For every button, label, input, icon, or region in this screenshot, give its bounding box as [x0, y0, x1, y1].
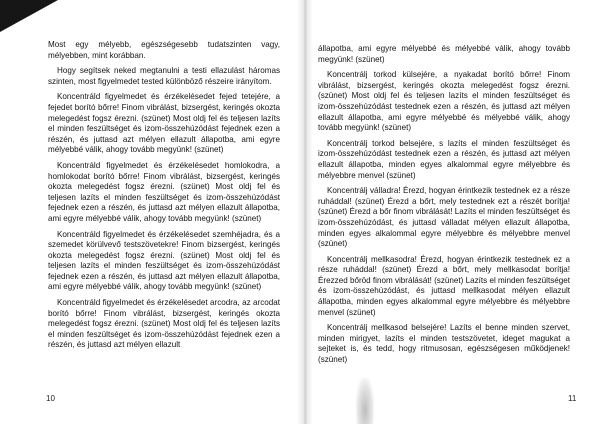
- paragraph: Koncentrálj mellkasodra! Érezd, hogyan érintkezik testednek ez a része ruháddal! (szünet) Érezd a bőrt, mely mellkasodat borítja! Érezzed bőröd finom vibrálását! (szünet) Lazíts el minden feszültséget és izom-összehúzódást, és juttasd mellkasodat mélyen ellazult állapotba, minden egyes alkalommal egyre mélyebbre és mélyebbre menvel (szünet): [318, 254, 570, 317]
- left-page: [48, 40, 280, 351]
- paragraph: Hogy segítsek neked megtanulni a testi ellazulást háromas szinten, most figyelmedet tested különböző részeire irányítom.: [48, 66, 280, 86]
- paragraph: Koncentráld figyelmedet és érzékelésedet fejed tetejére, a fejedet borító bőrre! Finom vibrálást, bizsergést, keringés okozta melegedést fogsz érezni. (szünet) Most oldj fel és teljesen lazíts el minden feszültséget és izom-összehúzódást fejednek ezen a részén, és juttasd azt mélyen ellazult állapotba, ami egyre mélyebbé válik, ahogy tovább megyünk! (szünet): [48, 92, 280, 155]
- paragraph: Koncentrálj torkod külsejére, a nyakadat borító bőrre! Finom vibrálást, bizsergést, keringés okozta melegedést fogsz érezni. (szünet) Most oldj fel és teljesen lazíts el minden feszültséget és izom-összehúzódást testednek ezen a részén, és juttasd azt mélyen ellazult állapotba, ami egyre mélyebbé és mélyebbé válik, ahogy tovább megyünk! (szünet): [318, 70, 570, 133]
- paragraph: Koncentrálj válladra! Érezd, hogyan érintkezik testednek ez a része ruháddal! (szünet) Érezd a bőrt, mely testednek ezt a részét borítja! (szünet) Érezd a bőr finom vibrálását! Lazíts el minden feszültséget és izom-összehúzódást, és juttasd válladat mélyen ellazult állapotba, minden egyes alkalommal egyre mélyebbre és mélyebbre menvel (szünet): [318, 186, 570, 249]
- paragraph: Koncentrálj torkod belsejére, s lazíts el minden feszültséget és izom-összehúzódást testednek ezen a részén, és juttasd azt mélyen ellazult állapotba, minden egyes alkalommal egyre mélyebbre és mélyebbre menvel (szünet): [318, 138, 570, 180]
- paragraph: állapotba, ami egyre mélyebbé és mélyebbé válik, ahogy tovább megyünk! (szünet): [318, 44, 570, 64]
- paragraph: Koncentráld figyelmedet és érzékelésedet arcodra, az arcodat borító bőrre! Finom vibrálást, bizsergést, keringés okozta melegedést fogsz érezni. (szünet) Most oldj fel és teljesen lazíts el minden feszültséget és izom-összehúzódást fejednek ezen a részén, és juttasd azt mélyen ellazult: [48, 298, 280, 350]
- book-gutter: [297, 0, 313, 424]
- paragraph: Koncentráld figyelmedet és érzékelésedet homlokodra, a homlokodat borító bőrre! Finom vibrálást, bizsergést, keringés okozta melegedést fogsz érezni. (szünet) Most oldj fel és teljesen lazíts el minden feszültséget és izom-összehúzódást fejednek ezen a részén, és juttasd azt mélyen ellazult állapotba, ami egyre mélyebbé válik, ahogy tovább megyünk! (szünet): [48, 160, 280, 223]
- right-page: [318, 44, 570, 366]
- paragraph: Most egy mélyebb, egészségesebb tudatszinten vagy, mélyebben, mint korábban.: [48, 40, 280, 60]
- scan-corner-shadow: [0, 0, 58, 32]
- page-number: 11: [568, 394, 577, 403]
- gutter-blot: [356, 378, 374, 424]
- page-number: 10: [46, 394, 55, 403]
- paragraph: Koncentráld figyelmedet és érzékelésedet szemhéjadra, és a szemedet körülvevő testszövetekre! Finom bizsergést, keringés okozta melegedést fogsz érezni. (szünet) Most oldj fel és teljesen lazíts el minden feszültséget és izom-összehúzódást fejednek ezen a részén, és juttasd azt mélyen ellazult állapotba, ami egyre mélyebbé válik, ahogy tovább megyünk! (szünet): [48, 229, 280, 292]
- paragraph: Koncentrálj mellkasod belsejére! Lazíts el benne minden szervet, minden mirigyet, lazíts el minden testszövetet, ideget magukat a sejteket is, és tedd, hogy ritmusosan, egészségesen működjenek! (szünet): [318, 323, 570, 365]
